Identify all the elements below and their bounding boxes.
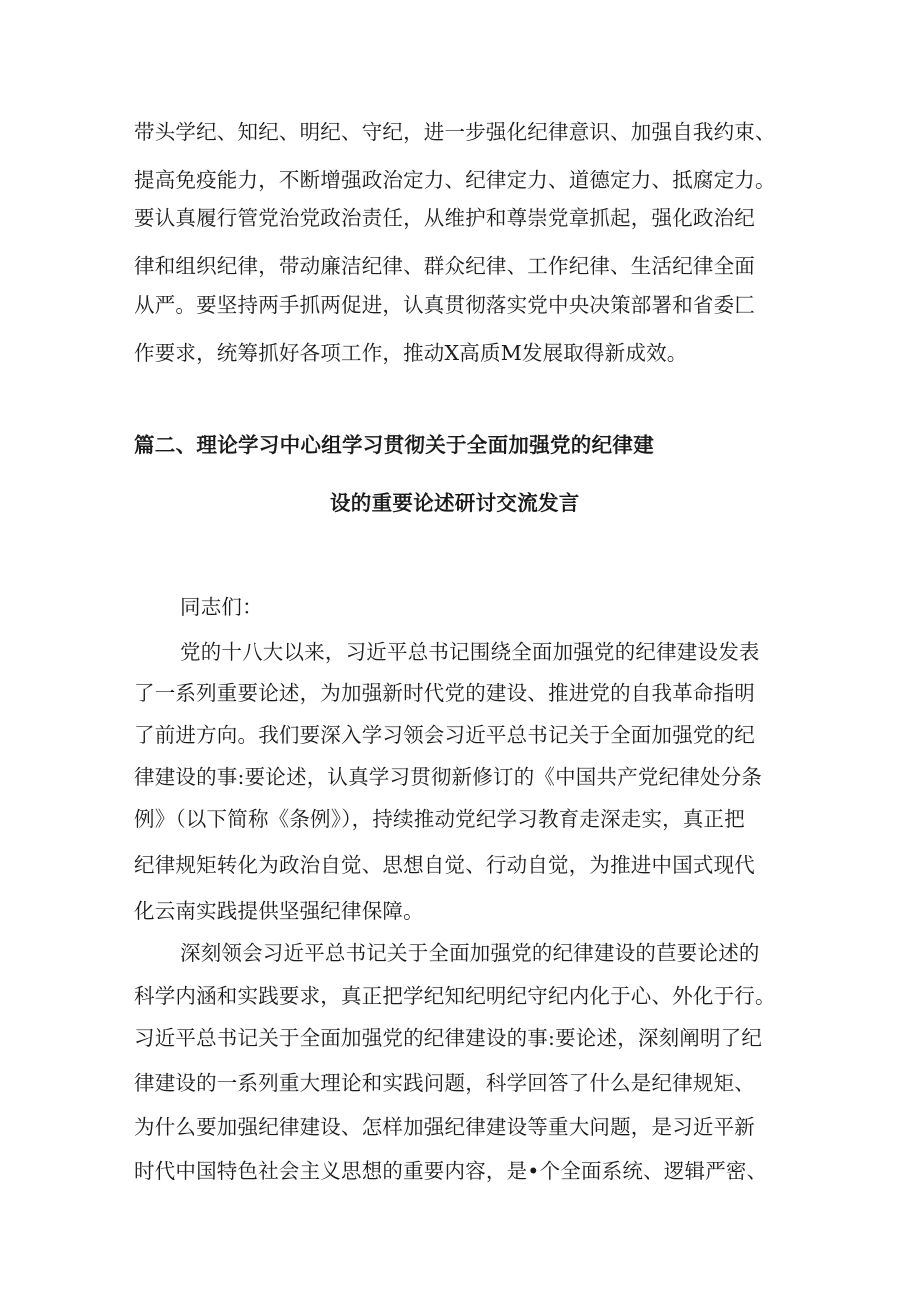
salutation: 同志们： xyxy=(180,595,263,619)
intro-line: 提高免疫能力，不断增强政治定力、纪律定力、道德定力、抵腐定力。 xyxy=(134,168,776,192)
paragraph-2-line: 科学内涵和实践要求，真正把学纪知纪明纪守纪内化于心、外化于行。 xyxy=(134,984,776,1008)
paragraph-2-line: 深刻领会习近平总书记关于全面加强党的纪律建设的苣要论述的 xyxy=(180,941,760,965)
paragraph-2-line: 律建设的一系列重大理论和实践问题，科学回答了什么是纪律规矩、 xyxy=(134,1071,755,1095)
paragraph-1-line: 纪律规矩转化为政治自觉、思想自觉、行动自觉，为推进中国式现代 xyxy=(134,853,755,877)
paragraph-2-line: 为什么要加强纪律建设、怎样加强纪律建设等重大问题，是习近平新 xyxy=(134,1115,755,1139)
intro-line: 要认真履行管党治党政治责任，从维护和尊崇党章抓起，强化政治纪 xyxy=(134,206,755,230)
paragraph-1-line: 化云南实践提供坚强纪律保障。 xyxy=(134,899,424,923)
intro-line: 作要求，统筹抓好各项工作，推动X高质M发展取得新成效。 xyxy=(134,341,688,365)
paragraph-1-line: 党的十八大以来，习近平总书记围绕全面加强党的纪律建设发表 xyxy=(180,640,760,664)
intro-line: 从严。要坚持两手抓两促进，认真贯彻落实党中央决策部署和省委匚 xyxy=(134,293,755,317)
intro-line: 律和组织纪律，带动廉洁纪律、群众纪律、工作纪律、生活纪律全面 xyxy=(134,254,755,278)
paragraph-1-line: 了前进方向。我们要深入学习领会习近平总书记关于全面加强党的纪 xyxy=(134,723,755,747)
paragraph-1-line: 律建设的事:要论述，认真学习贯彻新修订的《中国共产党纪律处分条 xyxy=(134,765,763,789)
paragraph-2-line: 习近平总书记关于全面加强党的纪律建设的事:要论述，深刻阐明了纪 xyxy=(134,1026,763,1050)
paragraph-1-line: 了一系列重要论述，为加强新时代党的建设、推进党的自我革命指明 xyxy=(134,681,755,705)
section-title-line-1: 篇二、理论学习中心组学习贯彻关于全面加强党的纪律建 xyxy=(134,433,654,457)
paragraph-2-line: 时代中国特色社会主义思想的重要内容，是•个全面系统、逻辑严密、 xyxy=(134,1159,768,1183)
paragraph-1-line: 例》（以下简称《条例》），持续推动党纪学习教育走深走实，真正把 xyxy=(134,807,745,831)
section-title-line-2: 设的重要论述研讨交流发言 xyxy=(330,491,580,515)
intro-line: 带头学纪、知纪、明纪、守纪，进一步强化纪律意识、加强自我约束、 xyxy=(134,120,776,144)
